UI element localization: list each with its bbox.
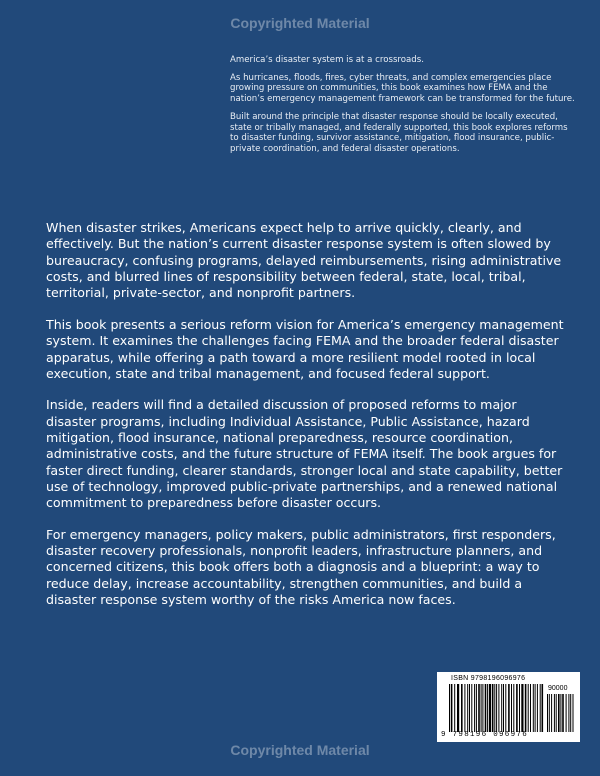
barcode-bar xyxy=(530,684,531,732)
barcode-bar xyxy=(467,684,468,732)
barcode-bar xyxy=(525,684,527,732)
barcode-bar xyxy=(508,684,510,732)
paragraph-3: Inside, readers will find a detailed discussion of proposed reforms to major disaster programs, including Individual Assistance, Public Assistance, hazard mitigation, flood insurance, national preparedness, resource coordination, administrative costs, and the future structure of FEMA itself. The book argues for faster direct funding, clearer standards, stronger local and state capability, better use of technology, improved public-private partnerships, and a renewed national commitment to preparedness before disaster occurs. xyxy=(46,397,563,511)
paragraph-1: When disaster strikes, Americans expect help to arrive quickly, clearly, and effectively. But the nation’s current disaster response system is often slowed by bureaucracy, confusing programs, delayed reimbursements, rising administrative costs, and blurred lines of responsibility between federal, state, local, tribal, territorial, private-sector, and nonprofit partners. xyxy=(46,220,562,301)
barcode-bar xyxy=(457,684,459,732)
barcode-bar xyxy=(494,684,495,732)
back-cover-description xyxy=(46,220,566,624)
isbn-label: ISBN 9798196096976 xyxy=(451,675,526,682)
barcode-bar xyxy=(454,684,455,732)
barcode-bar xyxy=(568,694,569,732)
barcode-bar xyxy=(542,684,544,732)
price-barcode xyxy=(547,694,575,732)
barcode-bar xyxy=(492,684,494,732)
barcode-bar xyxy=(573,694,574,732)
barcode-bar xyxy=(570,694,571,732)
barcode-bar xyxy=(558,694,560,732)
paragraph-2: This book presents a serious reform vision for America’s emergency management system. It examines the challenges facing FEMA and the broader federal disaster apparatus, while offering a path toward a more resilient model rooted in local execution, state and tribal management, and focused federal support. xyxy=(46,316,564,381)
barcode-bar xyxy=(501,684,502,732)
barcode-bar xyxy=(547,694,548,732)
barcode-bar xyxy=(537,684,538,732)
barcode-bar xyxy=(487,684,488,732)
barcode-bar xyxy=(489,684,491,732)
barcode-bar xyxy=(451,684,453,732)
barcode-bar xyxy=(554,694,555,732)
barcode-bar xyxy=(481,684,482,732)
barcode-bar xyxy=(556,694,557,732)
barcode-bar xyxy=(549,694,550,732)
blurb xyxy=(230,55,575,162)
barcode-bar xyxy=(533,684,534,732)
barcode-bar xyxy=(516,684,518,732)
barcode-bar xyxy=(496,684,497,732)
watermark-top: Copyrighted Material xyxy=(230,15,370,31)
barcode-bar xyxy=(498,684,499,732)
isbn-barcode xyxy=(449,684,545,732)
barcode-bar xyxy=(482,684,483,732)
barcode-bar xyxy=(485,684,487,732)
barcode-bar xyxy=(528,684,529,732)
barcode-bar xyxy=(566,694,567,732)
barcode-bar xyxy=(471,684,472,732)
blurb-line-1: America’s disaster system is at a crossroads. xyxy=(230,55,424,65)
barcode-bar xyxy=(503,684,504,732)
paragraph-4: For emergency managers, policy makers, public administrators, first responders, disaster recovery professionals, nonprofit leaders, infrastructure planners, and concerned citizens, this book offers both a diagnosis and a blueprint: a way to reduce delay, increase accountability, strengthen communities, and build a disaster response system worthy of the risks America now faces. xyxy=(46,526,556,608)
barcode-bar xyxy=(540,684,541,732)
barcode-bar xyxy=(464,684,465,732)
barcode-bar xyxy=(449,684,450,732)
barcode-bar xyxy=(478,684,480,732)
barcode-bar xyxy=(505,684,506,732)
barcode-bar xyxy=(476,684,477,732)
barcode-box xyxy=(437,672,580,742)
barcode-bar xyxy=(469,684,470,732)
blurb-line-2: As hurricanes, floods, fires, cyber threats, and complex emergencies place growing pressure on communities, this book examines how FEMA and the nation’s emergency management framework can be transformed for the future. xyxy=(230,72,575,105)
barcode-bar xyxy=(535,684,536,732)
barcode-bar xyxy=(513,684,514,732)
price-code: 90000 xyxy=(548,685,568,692)
barcode-bar xyxy=(474,684,475,732)
barcode-bar xyxy=(560,694,561,732)
barcode-bar xyxy=(521,684,523,732)
barcode-bar xyxy=(519,684,520,732)
barcode-bar xyxy=(461,684,463,732)
barcode-bar xyxy=(562,694,564,732)
barcode-bar xyxy=(511,684,512,732)
isbn-digits: 9 798196 096976 xyxy=(441,731,529,739)
blurb-line-3: Built around the principle that disaster response should be locally executed, state or tribally managed, and federally supported, this book explores reforms to disaster funding, survivor assistance, mitigation, flood insurance, public-private coordination, and federal disaster operations. xyxy=(230,111,568,155)
watermark-bottom: Copyrighted Material xyxy=(230,742,370,758)
barcode-bar xyxy=(551,694,552,732)
